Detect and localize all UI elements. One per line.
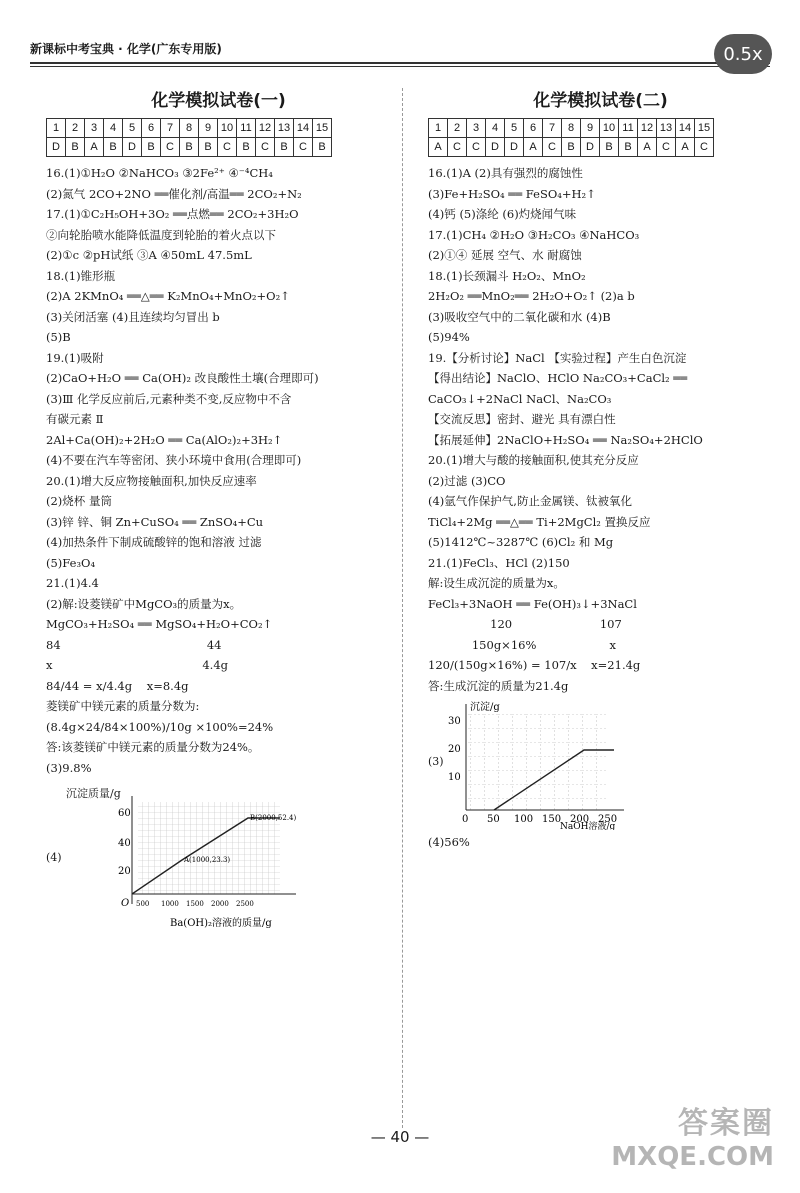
left-answer-line: (2)解:设菱镁矿中MgCO₃的质量为x。 [46, 596, 242, 611]
left-answer-line: 18.(1)锥形瓶 [46, 268, 116, 283]
right-column [428, 88, 773, 853]
right-answer-letter: C [467, 138, 486, 157]
left-answer-line: 17.(1)①C₂H₅OH+3O₂ ══点燃══ 2CO₂+3H₂O [46, 207, 299, 221]
left-graph-ytick: 40 [118, 838, 131, 849]
right-answer-number: 11 [619, 119, 638, 138]
right-answer-line: 120/(150g×16%) = 107/x x=21.4g [428, 658, 641, 672]
right-answer-line: (5)1412℃~3287℃ (6)Cl₂ 和 Mg [428, 535, 614, 549]
left-answer-line: (2)烧杯 量筒 [46, 494, 112, 508]
right-answer-line: 17.(1)CH₄ ②H₂O ③H₂CO₃ ④NaHCO₃ [428, 227, 640, 242]
right-answer-letter: A [638, 138, 657, 157]
right-answer-letter: C [657, 138, 676, 157]
left-answer-line: 菱镁矿中镁元素的质量分数为: [46, 699, 200, 713]
left-answer-letter: B [313, 138, 332, 157]
left-answer-letter: C [256, 138, 275, 157]
left-answer-line: 答:该菱镁矿中镁元素的质量分数为24%。 [46, 740, 260, 754]
left-answer-letter: B [275, 138, 294, 157]
left-answer-table [46, 118, 332, 157]
left-graph-xtick: 2000 [211, 900, 229, 908]
right-graph-ylabel: 沉淀/g [470, 702, 500, 713]
right-answer-number: 10 [600, 119, 619, 138]
left-answer-line: (5)B [46, 330, 71, 344]
left-answer-line: (3)关闭活塞 (4)且连续均匀冒出 b [46, 309, 220, 324]
right-answer-number: 8 [562, 119, 581, 138]
right-graph-ytick: 10 [448, 772, 461, 783]
column-divider [402, 88, 403, 1128]
left-graph-point-b: B(2000,52.4) [250, 814, 297, 822]
left-answer-line: (3)9.8% [46, 760, 92, 775]
right-graph-xtick: 50 [487, 814, 500, 825]
right-graph-svg [442, 700, 662, 830]
left-graph-xtick: 1500 [186, 900, 204, 908]
right-answer-line: (4)氩气作保护气,防止金属镁、钛被氧化 [428, 494, 632, 508]
right-graph-grid [466, 714, 608, 810]
left-answer-line: (2)A 2KMnO₄ ══△══ K₂MnO₄+MnO₂+O₂↑ [46, 289, 290, 303]
right-answer-letter: D [486, 138, 505, 157]
left-answer-letter: B [199, 138, 218, 157]
page-header: 新课标中考宝典 · 化学(广东专用版) [30, 42, 222, 56]
right-graph-xtick: 200 [570, 814, 590, 825]
right-answer-line: 解:设生成沉淀的质量为x。 [428, 576, 565, 590]
left-graph-xtick: 2500 [236, 900, 254, 908]
left-answer-letter: B [104, 138, 123, 157]
left-answer-letter: C [294, 138, 313, 157]
right-graph [428, 700, 773, 832]
right-answer-line: 18.(1)长颈漏斗 H₂O₂、MnO₂ [428, 268, 586, 283]
right-answer-letter: B [619, 138, 638, 157]
left-answer-number: 9 [199, 119, 218, 138]
left-answer-line: 16.(1)①H₂O ②NaHCO₃ ③2Fe²⁺ ④⁻⁴CH₄ [46, 166, 273, 180]
left-graph-xtick: 1000 [161, 900, 179, 908]
right-answer-number: 14 [676, 119, 695, 138]
right-answer-line: (4)钙 (5)涤纶 (6)灼烧闻气味 [428, 207, 577, 221]
right-answer-number: 12 [638, 119, 657, 138]
left-answer-number: 8 [180, 119, 199, 138]
right-graph-xtick: 250 [598, 814, 618, 825]
right-answer-number: 4 [486, 119, 505, 138]
right-answer-letter: B [562, 138, 581, 157]
right-answer-letter: C [543, 138, 562, 157]
right-answer-line: (3)吸收空气中的二氧化碳和水 (4)B [428, 309, 611, 324]
left-answer-letter: B [142, 138, 161, 157]
right-answer-number: 7 [543, 119, 562, 138]
left-answer-line: 2Al+Ca(OH)₂+2H₂O ══ Ca(AlO₂)₂+3H₂↑ [46, 432, 283, 447]
right-answer-letter: D [581, 138, 600, 157]
left-answer-letter: B [66, 138, 85, 157]
left-answer-letter: A [85, 138, 104, 157]
right-graph-label: (3) [428, 755, 444, 768]
left-answer-line: (2)CaO+H₂O ══ Ca(OH)₂ 改良酸性土壤(合理即可) [46, 371, 319, 385]
right-answer-line: 【得出结论】NaClO、HClO Na₂CO₃+CaCl₂ ══ [428, 371, 688, 385]
left-answer-number: 2 [66, 119, 85, 138]
left-graph-xlabel: Ba(OH)₂溶液的质量/g [170, 918, 272, 929]
left-graph-ytick: 60 [118, 808, 131, 819]
right-answer-number: 2 [448, 119, 467, 138]
right-answer-number: 6 [524, 119, 543, 138]
left-answer-line: 84 44 [46, 637, 222, 652]
right-answer-line: 120 107 [428, 617, 622, 631]
right-answer-line: 【交流反思】密封、避光 具有漂白性 [428, 412, 616, 426]
left-answer-line: (4)不要在汽车等密闭、狭小环境中食用(合理即可) [46, 453, 302, 467]
right-answer-number: 1 [429, 119, 448, 138]
right-answer-letter: D [505, 138, 524, 157]
right-answer-number: 15 [695, 119, 714, 138]
right-answer-letter: C [695, 138, 714, 157]
right-graph-ytick: 20 [448, 744, 461, 755]
right-answer-number: 3 [467, 119, 486, 138]
left-answer-number: 4 [104, 119, 123, 138]
left-answer-number: 13 [275, 119, 294, 138]
watermark-url: MXQE.COM [611, 1142, 774, 1172]
left-graph-origin: O [121, 898, 130, 909]
right-answer-line: FeCl₃+3NaOH ══ Fe(OH)₃↓+3NaCl [428, 596, 637, 611]
right-graph-ytick: 30 [448, 716, 461, 727]
right-answer-table [428, 118, 714, 157]
right-graph-xtick: 0 [462, 814, 469, 825]
left-answer-line: 有碳元素 Ⅱ [46, 412, 104, 426]
right-answer-letter: A [524, 138, 543, 157]
left-answer-line: (3)锌 锌、铜 Zn+CuSO₄ ══ ZnSO₄+Cu [46, 514, 264, 529]
left-answer-line: (3)Ⅲ 化学反应前后,元素种类不变,反应物中不含 [46, 391, 292, 406]
left-answer-number: 5 [123, 119, 142, 138]
right-answer-line: TiCl₄+2Mg ══△══ Ti+2MgCl₂ 置换反应 [428, 514, 651, 529]
left-answer-letter: D [47, 138, 66, 157]
right-graph-xtick: 150 [542, 814, 562, 825]
watermark-logo: 答案圈 [678, 1106, 774, 1141]
left-answer-line: x 4.4g [46, 658, 229, 672]
right-graph-xtick: 100 [514, 814, 534, 825]
left-answer-letter: C [161, 138, 180, 157]
left-answer-number: 3 [85, 119, 104, 138]
left-answer-letter: B [180, 138, 199, 157]
left-title: 化学模拟试卷(一) [151, 91, 286, 111]
right-graph-xlabel: NaOH溶液/g [560, 822, 616, 830]
right-answer-letter: C [448, 138, 467, 157]
header-rule [30, 62, 770, 64]
left-answer-number: 6 [142, 119, 161, 138]
left-answer-number: 14 [294, 119, 313, 138]
left-graph-label: (4) [46, 851, 62, 864]
right-answer-line: 2H₂O₂ ══MnO₂══ 2H₂O+O₂↑ (2)a b [428, 289, 635, 303]
left-graph-xtick: 500 [136, 900, 150, 908]
left-graph [46, 784, 391, 934]
left-answer-line: ②向轮胎喷水能降低温度到轮胎的着火点以下 [46, 227, 276, 242]
right-answer-line: 19.【分析讨论】NaCl 【实验过程】产生白色沉淀 [428, 350, 687, 365]
left-answer-letter: D [123, 138, 142, 157]
left-answer-line: (2)①c ②pH试纸 ③A ④50mL 47.5mL [46, 248, 252, 262]
right-answer-line: CaCO₃↓+2NaCl NaCl、Na₂CO₃ [428, 391, 612, 406]
left-answer-number: 10 [218, 119, 237, 138]
left-graph-ytick: 20 [118, 866, 131, 877]
right-answer-line: 150g×16% x [428, 637, 616, 652]
right-answer-line: (3)Fe+H₂SO₄ ══ FeSO₄+H₂↑ [428, 186, 596, 201]
right-answer-number: 13 [657, 119, 676, 138]
page-number: — 40 — [370, 1128, 430, 1146]
left-graph-svg [106, 794, 346, 944]
left-answer-line: MgCO₃+H₂SO₄ ══ MgSO₄+H₂O+CO₂↑ [46, 617, 273, 631]
right-answer-letter: A [676, 138, 695, 157]
right-answer-line: (2)①④ 延展 空气、水 耐腐蚀 [428, 248, 582, 262]
right-answer-line: 【拓展延伸】2NaClO+H₂SO₄ ══ Na₂SO₄+2HClO [428, 432, 703, 447]
header-rule-thin [30, 66, 770, 67]
right-answer-letter: A [429, 138, 448, 157]
left-graph-ylabel: 沉淀质量/g [66, 787, 121, 800]
right-title: 化学模拟试卷(二) [533, 91, 668, 111]
right-answer-number: 5 [505, 119, 524, 138]
left-answer-line: 84/44 = x/4.4g x=8.4g [46, 678, 189, 693]
right-answer-line: 20.(1)增大与酸的接触面积,使其充分反应 [428, 453, 639, 467]
left-answer-line: (8.4g×24/84×100%)/10g ×100%=24% [46, 719, 274, 734]
right-answer-number: 9 [581, 119, 600, 138]
left-answer-number: 11 [237, 119, 256, 138]
right-answer-letter: B [600, 138, 619, 157]
left-answer-line: (4)加热条件下制成硫酸锌的饱和溶液 过滤 [46, 535, 262, 549]
left-answer-line: 20.(1)增大反应物接触面积,加快反应速率 [46, 473, 257, 488]
right-last-line: (4)56% [428, 835, 470, 849]
right-answer-line: 答:生成沉淀的质量为21.4g [428, 678, 569, 693]
right-answer-line: (2)过滤 (3)CO [428, 473, 506, 488]
left-answer-number: 15 [313, 119, 332, 138]
left-answer-line: (5)Fe₃O₄ [46, 555, 96, 570]
left-answer-letter: B [237, 138, 256, 157]
right-answer-line: 21.(1)FeCl₃、HCl (2)150 [428, 555, 570, 570]
left-answer-number: 1 [47, 119, 66, 138]
right-answer-line: 16.(1)A (2)具有强烈的腐蚀性 [428, 166, 583, 180]
right-answer-line: (5)94% [428, 330, 470, 344]
left-column [46, 88, 391, 934]
left-answer-line: (2)氮气 2CO+2NO ══催化剂/高温══ 2CO₂+N₂ [46, 186, 302, 201]
left-answer-letter: C [218, 138, 237, 157]
left-graph-point-a: A(1000,23.3) [184, 856, 231, 864]
zoom-badge[interactable]: 0.5x [714, 34, 772, 74]
left-answer-number: 12 [256, 119, 275, 138]
left-answer-number: 7 [161, 119, 180, 138]
left-answer-line: 21.(1)4.4 [46, 576, 99, 590]
left-answer-line: 19.(1)吸附 [46, 350, 104, 365]
